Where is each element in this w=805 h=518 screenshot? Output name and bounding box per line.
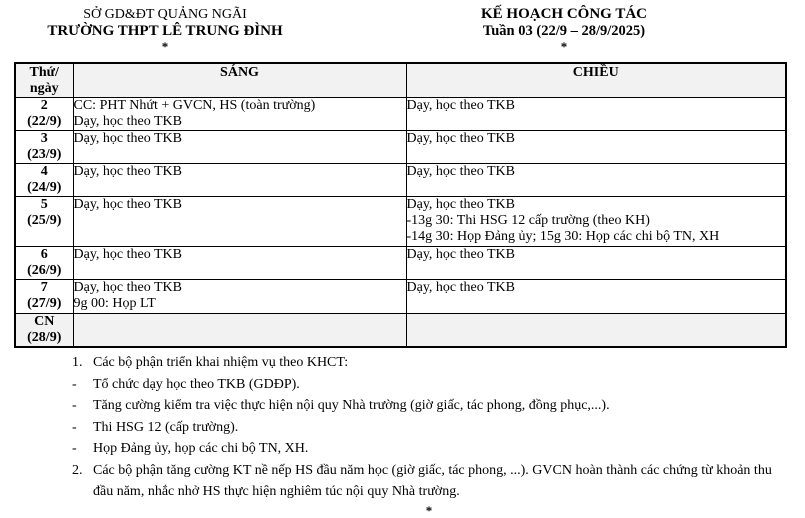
day-cell [15,164,73,197]
cell-line: -13g 30: Thi HSG 12 cấp trường (theo KH) [406,213,650,228]
cell-line: Dạy, học theo TKB [73,114,182,129]
note-marker: - [72,441,77,456]
note-item [72,438,786,460]
afternoon-cell [406,131,786,164]
note-marker: 2. [72,462,83,478]
afternoon-cell [406,280,786,314]
morning-cell [73,164,406,197]
day-date: (25/9) [27,213,62,228]
day-number: CN [34,314,55,329]
cell-line: Dạy, học theo TKB [406,131,515,146]
note-text: Tăng cường kiểm tra việc thực hiện nội quy Nhà trường (giờ giấc, tác phong, đồng phục,...). [93,398,610,413]
cell-line: Dạy, học theo TKB [73,131,182,146]
note-text: Họp Đảng ủy, họp các chi bộ TN, XH. [93,441,309,456]
plan-header [421,6,707,53]
plan-title: KẾ HOẠCH CÔNG TÁC [481,6,647,22]
footer-star: * [425,502,433,518]
cell-line: Dạy, học theo TKB [406,164,515,179]
cell-line: CC: PHT Nhứt + GVCN, HS (toàn trường) [73,98,316,113]
note-text: Các bộ phận triển khai nhiệm vụ theo KHCT: [93,355,349,370]
col-header-morning: SÁNG [73,63,406,98]
title-star: * [560,39,568,54]
day-date: (22/9) [27,114,62,129]
day-cell [15,98,73,131]
cell-line: Dạy, học theo TKB [406,280,515,295]
table-row-wed [15,164,786,197]
morning-cell [73,280,406,314]
note-text: Các bộ phận tăng cường KT nề nếp HS đầu năm học (giờ giấc, tác phong, ...). GVCN hoàn thành các chứng từ khoản thu đầu năm, nhắc nhở HS thực hiện nghiêm túc nội quy Nhà trường. [93,462,772,499]
day-cell [15,247,73,280]
table-row-mon [15,98,786,131]
note-text: Thi HSG 12 (cấp trường). [93,419,239,435]
day-number: 4 [40,164,48,179]
day-cell [15,197,73,247]
day-date: (24/9) [27,180,62,195]
cell-line: Dạy, học theo TKB [73,247,182,262]
table-row-sat [15,280,786,314]
col-header-day [15,63,73,98]
day-cell [15,314,73,348]
cell-line: Dạy, học theo TKB [73,164,182,179]
cell-line: Dạy, học theo TKB [406,247,515,262]
afternoon-cell [406,164,786,197]
morning-cell [73,314,406,348]
afternoon-cell [406,197,786,247]
schedule-table [14,62,787,348]
afternoon-cell [406,247,786,280]
org-header [24,6,306,53]
note-text: Tổ chức dạy học theo TKB (GDĐP). [93,376,300,392]
cell-line: 9g 00: Họp LT [73,296,156,311]
org-star: * [161,39,169,54]
day-date: (27/9) [27,296,62,311]
day-number: 2 [40,98,48,113]
afternoon-cell [406,314,786,348]
morning-cell [73,197,406,247]
col-header-day-line2: ngày [29,81,59,96]
morning-cell [73,98,406,131]
cell-line: Dạy, học theo TKB [73,280,182,295]
day-number: 3 [40,131,48,146]
note-item [72,417,786,439]
afternoon-cell [406,98,786,131]
table-header-row [15,63,786,98]
note-item [72,352,786,374]
cell-line: Dạy, học theo TKB [73,197,182,212]
cell-line: Dạy, học theo TKB [406,197,515,212]
cell-line: -14g 30: Họp Đảng ủy; 15g 30: Họp các chi bộ TN, XH [406,229,720,244]
day-date: (26/9) [27,263,62,278]
table-row-tue [15,131,786,164]
department-name: SỞ GD&ĐT QUẢNG NGÃI [83,7,247,22]
day-date: (23/9) [27,147,62,162]
note-item [72,460,786,503]
day-cell [15,131,73,164]
day-date: (28/9) [27,330,62,345]
day-number: 6 [40,247,48,262]
school-name: TRƯỜNG THPT LÊ TRUNG ĐÌNH [47,23,283,39]
table-row-thu [15,197,786,247]
table-row-sun [15,314,786,348]
notes-section [72,352,786,518]
note-item [72,374,786,396]
day-cell [15,280,73,314]
note-marker: - [72,376,77,392]
col-header-afternoon: CHIỀU [406,63,786,98]
note-marker: 1. [72,355,83,370]
table-row-fri [15,247,786,280]
document-header [0,0,805,53]
note-marker: - [72,398,77,413]
note-item [72,395,786,417]
note-marker: - [72,419,77,435]
day-number: 5 [40,197,48,212]
plan-week: Tuần 03 (22/9 – 28/9/2025) [482,23,646,39]
col-header-day-line1: Thứ/ [29,65,59,80]
day-number: 7 [40,280,48,295]
morning-cell [73,247,406,280]
cell-line: Dạy, học theo TKB [406,98,515,113]
morning-cell [73,131,406,164]
